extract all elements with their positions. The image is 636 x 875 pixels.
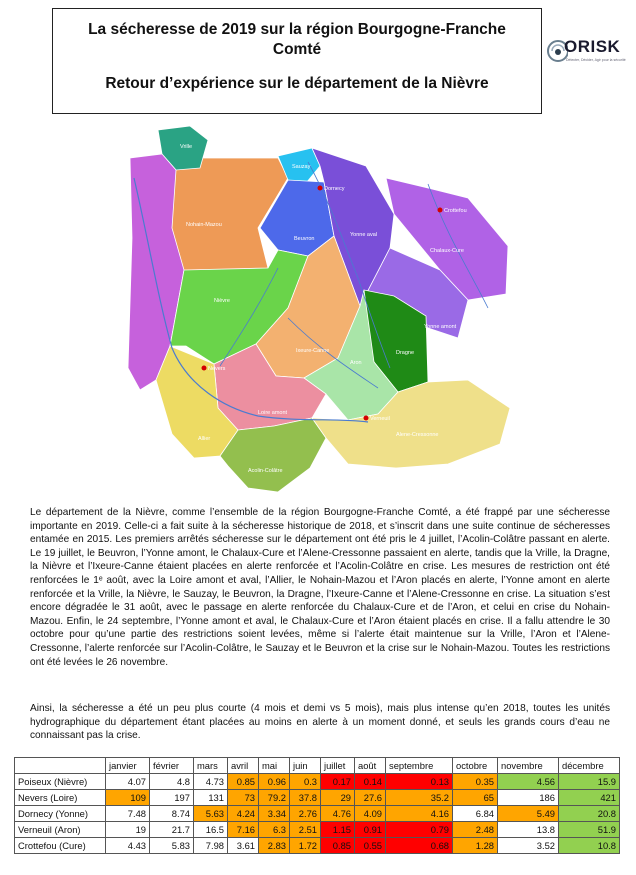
month-header: décembre xyxy=(559,758,620,774)
flow-value-cell: 197 xyxy=(150,790,194,806)
flow-value-cell: 7.48 xyxy=(106,806,150,822)
flow-value-cell: 15.9 xyxy=(559,774,620,790)
flow-value-cell: 5.83 xyxy=(150,838,194,854)
flow-value-cell: 5.63 xyxy=(194,806,228,822)
label-allier: Allier xyxy=(198,436,211,442)
flow-value-cell: 29 xyxy=(321,790,355,806)
flow-value-cell: 4.16 xyxy=(386,806,453,822)
flow-value-cell: 6.3 xyxy=(259,822,290,838)
flow-value-cell: 19 xyxy=(106,822,150,838)
flow-value-cell: 0.85 xyxy=(228,774,259,790)
flow-value-cell: 2.83 xyxy=(259,838,290,854)
label-nievre: Nièvre xyxy=(214,298,230,304)
flow-value-cell: 2.48 xyxy=(453,822,498,838)
logo-tagline: Détecter, Décider, Agir pour la sécurité xyxy=(566,58,626,62)
month-header: août xyxy=(355,758,386,774)
month-header: mars xyxy=(194,758,228,774)
label-yonne-amont: Yonne amont xyxy=(424,324,457,330)
flow-value-cell: 0.17 xyxy=(321,774,355,790)
flow-value-cell: 0.68 xyxy=(386,838,453,854)
flow-value-cell: 4.76 xyxy=(321,806,355,822)
city-marker xyxy=(318,186,323,191)
flow-value-cell: 0.96 xyxy=(259,774,290,790)
table-row xyxy=(15,838,620,854)
flow-value-cell: 73 xyxy=(228,790,259,806)
month-header: février xyxy=(150,758,194,774)
flow-value-cell: 6.84 xyxy=(453,806,498,822)
flow-value-cell: 3.52 xyxy=(498,838,559,854)
flow-value-cell: 0.91 xyxy=(355,822,386,838)
flow-value-cell: 3.34 xyxy=(259,806,290,822)
flow-value-cell: 4.73 xyxy=(194,774,228,790)
label-dragne: Dragne xyxy=(396,350,415,356)
flow-value-cell: 4.56 xyxy=(498,774,559,790)
city-marker xyxy=(438,208,443,213)
table-row xyxy=(15,806,620,822)
month-header: septembre xyxy=(386,758,453,774)
flow-value-cell: 1.15 xyxy=(321,822,355,838)
city-marker xyxy=(202,366,207,371)
flow-value-cell: 37.8 xyxy=(290,790,321,806)
flow-value-cell: 421 xyxy=(559,790,620,806)
flow-data-table xyxy=(14,757,620,854)
label-verneuil: Verneuil xyxy=(370,416,390,422)
flow-value-cell: 0.14 xyxy=(355,774,386,790)
table-body xyxy=(15,774,620,854)
body-paragraph-1: Le département de la Nièvre, comme l’ensemble de la région Bourgogne-Franche Comté, a été frappé par une sécheresse importante en 2019. Celle-ci a fait suite à la sécheresse historique de 2018, et s’inscrit dans une suite continue de sécheresses entamée en 2015. Les premiers arrêtés sécheresse sur le département ont été pris le 4 juillet, l’Acolin-Colâtre passant en alerte. Le 19 juillet, le Beuvron, l’Yonne amont, le Chalaux-Cure et l’Alene-Cressonne passaient en alerte, tandis que la Vrille, la Dragne, la Nièvre et l’Ixeure-Canne étaient placées en alerte renforcée et l’Acolin-Colâtre en crise. Les mesures de restriction ont été renforcées le 1ᵉ août, avec la Loire amont et aval, l’Allier, le Nohain-Mazou et l’Aron placés en alerte, l’Yonne amont en alerte renforcée et la Vrille, la Nièvre, le Sauzay, le Beuvron, la Dragne, l’Ixeure-Canne et l’Alene-Cressonne en crise. La situation s’est encore dégradée le 31 août, avec le passage en alerte renforcée du Chalaux-Cure et de l’Aron, et celui en crise du Nohain-Mazou. Enfin, le 24 septembre, l’Yonne amont et aval, le Chalaux-Cure et l’Aron étaient placés en crise. Il a fallu attendre le 30 octobre pour qu’une partie des restrictions soient levées, même si l’alerte était maintenue sur la Vrille, l’Aron et l’Alene-Cressonne, l’alerte renforcée sur l’Acolin-Colâtre, le Sauzay et le Beuvron et la crise sur le Nohain-Mazou. Toutes les restrictions ont été levées le 26 novembre. xyxy=(30,507,610,668)
flow-value-cell: 5.49 xyxy=(498,806,559,822)
table-row xyxy=(15,774,620,790)
station-name: Nevers (Loire) xyxy=(15,790,106,806)
flow-value-cell: 3.61 xyxy=(228,838,259,854)
document-title: La sécheresse de 2019 sur la région Bourgogne-Franche Comté xyxy=(88,21,506,58)
flow-value-cell: 79.2 xyxy=(259,790,290,806)
flow-value-cell: 4.24 xyxy=(228,806,259,822)
flow-value-cell: 21.7 xyxy=(150,822,194,838)
flow-value-cell: 35.2 xyxy=(386,790,453,806)
orisk-logo xyxy=(546,37,626,77)
flow-value-cell: 0.13 xyxy=(386,774,453,790)
flow-value-cell: 0.79 xyxy=(386,822,453,838)
flow-value-cell: 4.09 xyxy=(355,806,386,822)
flow-value-cell: 65 xyxy=(453,790,498,806)
flow-value-cell: 4.8 xyxy=(150,774,194,790)
label-chalaux-cure: Chalaux-Cure xyxy=(430,248,464,254)
station-name: Verneuil (Aron) xyxy=(15,822,106,838)
flow-value-cell: 0.85 xyxy=(321,838,355,854)
flow-value-cell: 4.43 xyxy=(106,838,150,854)
station-name: Dornecy (Yonne) xyxy=(15,806,106,822)
label-sauzay: Sauzay xyxy=(292,164,311,170)
title-box xyxy=(52,8,542,114)
flow-value-cell: 109 xyxy=(106,790,150,806)
month-header: juin xyxy=(290,758,321,774)
label-crottefou: Crottefou xyxy=(444,208,467,214)
table-header-corner xyxy=(15,758,106,774)
month-header: novembre xyxy=(498,758,559,774)
month-header: juillet xyxy=(321,758,355,774)
flow-value-cell: 131 xyxy=(194,790,228,806)
flow-value-cell: 2.51 xyxy=(290,822,321,838)
table-row xyxy=(15,822,620,838)
body-paragraph-2: Ainsi, la sécheresse a été un peu plus courte (4 mois et demi vs 5 mois), mais plus intense qu’en 2018, toutes les unités hydrographique du département étant placées au moins en alerte à un moment donné, et seuls les grands cours d’eau ne connaissant pas la crise. xyxy=(30,703,610,742)
city-marker xyxy=(364,416,369,421)
flow-value-cell: 186 xyxy=(498,790,559,806)
label-nohain-mazou: Nohain-Mazou xyxy=(186,222,222,228)
label-beuvron: Beuvron xyxy=(294,236,315,242)
flow-value-cell: 2.76 xyxy=(290,806,321,822)
month-header: janvier xyxy=(106,758,150,774)
flow-value-cell: 7.16 xyxy=(228,822,259,838)
flow-value-cell: 13.8 xyxy=(498,822,559,838)
station-name: Poiseux (Nièvre) xyxy=(15,774,106,790)
flow-value-cell: 0.3 xyxy=(290,774,321,790)
label-vrille: Vrille xyxy=(180,144,193,150)
flow-value-cell: 1.28 xyxy=(453,838,498,854)
flow-value-cell: 27.6 xyxy=(355,790,386,806)
label-aron: Aron xyxy=(350,360,362,366)
flow-value-cell: 4.07 xyxy=(106,774,150,790)
table-header-row xyxy=(15,758,620,774)
month-header: mai xyxy=(259,758,290,774)
flow-value-cell: 10.8 xyxy=(559,838,620,854)
flow-value-cell: 8.74 xyxy=(150,806,194,822)
document-subtitle: Retour d’expérience sur le département de la Nièvre xyxy=(105,75,489,92)
label-loire-amont: Loire amont xyxy=(258,410,288,416)
label-acolin-colatre: Acolin-Colâtre xyxy=(248,468,283,474)
label-dornecy: Dornecy xyxy=(324,186,345,192)
flow-value-cell: 51.9 xyxy=(559,822,620,838)
label-nevers: Nevers xyxy=(208,366,226,372)
label-ixeure-canne: Ixeure-Canne xyxy=(296,348,330,354)
flow-value-cell: 0.35 xyxy=(453,774,498,790)
table-row xyxy=(15,790,620,806)
label-yonne-aval: Yonne aval xyxy=(350,232,378,238)
month-header: avril xyxy=(228,758,259,774)
logo-wordmark: ORISK xyxy=(564,37,621,56)
flow-value-cell: 1.72 xyxy=(290,838,321,854)
station-name: Crottefou (Cure) xyxy=(15,838,106,854)
flow-value-cell: 0.55 xyxy=(355,838,386,854)
flow-value-cell: 16.5 xyxy=(194,822,228,838)
month-header: octobre xyxy=(453,758,498,774)
flow-value-cell: 7.98 xyxy=(194,838,228,854)
flow-value-cell: 20.8 xyxy=(559,806,620,822)
nievre-watershed-map xyxy=(128,118,528,498)
label-alene-cressonne: Alene-Cressonne xyxy=(396,432,439,438)
